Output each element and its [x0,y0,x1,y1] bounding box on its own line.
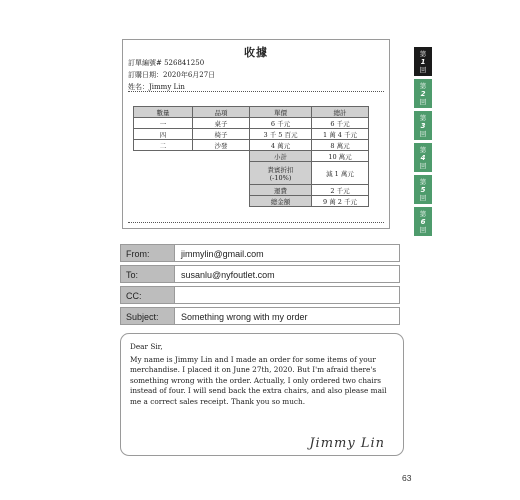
to-field[interactable]: susanlu@nyfoutlet.com [174,265,400,283]
receipt-card [122,39,390,229]
table-row [134,140,369,151]
header-quantity: 數量 [134,107,193,118]
cc-row [120,286,400,304]
discount-rate: (-10%) [269,173,292,182]
from-label: From: [120,244,174,262]
signature: Jimmy Lin [309,435,385,451]
letter-line: something wrong with the order. Actually, I only ordered two chairs [130,375,381,385]
shipping-row [134,185,369,196]
letter-line: My name is Jimmy Lin and I made an order for some items of your [130,354,376,364]
cc-label: CC: [120,286,174,304]
cell-qty: 二 [134,140,193,151]
receipt-title: 收據 [244,46,268,59]
total-value: 9 萬 2 千元 [312,196,369,207]
table-header-row [134,107,369,118]
total-row [134,196,369,207]
cell-total: 8 萬元 [312,140,369,151]
header-total: 總計 [312,107,369,118]
table-row [134,129,369,140]
subject-label: Subject: [120,307,174,325]
to-row [120,265,400,283]
cc-field[interactable] [174,286,400,304]
table-row [134,118,369,129]
letter-line: me a correct sales receipt. Thank you so much. [130,396,306,406]
cell-price: 3 千 5 百元 [250,129,312,140]
order-date: 訂購日期：2020年6月27日 [128,71,216,79]
to-label: To: [120,265,174,283]
receipt-table [133,106,369,207]
page-number: 63 [402,473,412,483]
from-row [120,244,400,262]
discount-row [134,162,369,185]
discount-label: 貴賓折扣 [267,165,294,174]
customer-name: 姓名：Jimmy Lin [128,83,185,91]
shipping-value: 2 千元 [312,185,369,196]
cell-item: 椅子 [193,129,250,140]
letter-line: instead of four. I will send back the extra chairs, and also please mail [130,386,387,395]
cell-qty: 一 [134,118,193,129]
subject-row [120,307,400,325]
subject-field[interactable]: Something wrong with my order [174,307,400,325]
cell-total: 6 千元 [312,118,369,129]
subtotal-value: 10 萬元 [312,151,369,162]
subtotal-row [134,151,369,162]
receipt-meta [128,57,215,93]
tab-chapter-6[interactable]: 第 6 回 [414,207,432,236]
header-unit-price: 單價 [250,107,312,118]
discount-label-cell [250,162,312,185]
tab-chapter-1[interactable]: 第 1 回 [414,47,432,76]
chapter-tabs [414,47,432,239]
letter-line: merchandise. I placed it on June 27th, 2020. But I'm afraid there's [130,365,377,374]
order-number: 訂單編號# 526841250 [128,59,205,67]
email-body[interactable] [120,333,404,456]
header-item: 品項 [193,107,250,118]
cell-price: 6 千元 [250,118,312,129]
cell-item: 桌子 [193,118,250,129]
total-label: 總金額 [250,196,312,207]
cell-item: 沙發 [193,140,250,151]
divider-top [128,91,384,92]
tab-chapter-5[interactable]: 第 5 回 [414,175,432,204]
tab-chapter-4[interactable]: 第 4 回 [414,143,432,172]
cell-total: 1 萬 4 千元 [312,129,369,140]
shipping-label: 運費 [250,185,312,196]
cell-qty: 四 [134,129,193,140]
tab-chapter-3[interactable]: 第 3 回 [414,111,432,140]
from-field[interactable]: jimmylin@gmail.com [174,244,400,262]
discount-value: 減 1 萬元 [312,162,369,185]
subtotal-label: 小計 [250,151,312,162]
divider-bottom [128,222,384,223]
tab-chapter-2[interactable]: 第 2 回 [414,79,432,108]
cell-price: 4 萬元 [250,140,312,151]
email-header [120,244,400,328]
letter-greeting: Dear Sir, [130,342,163,351]
